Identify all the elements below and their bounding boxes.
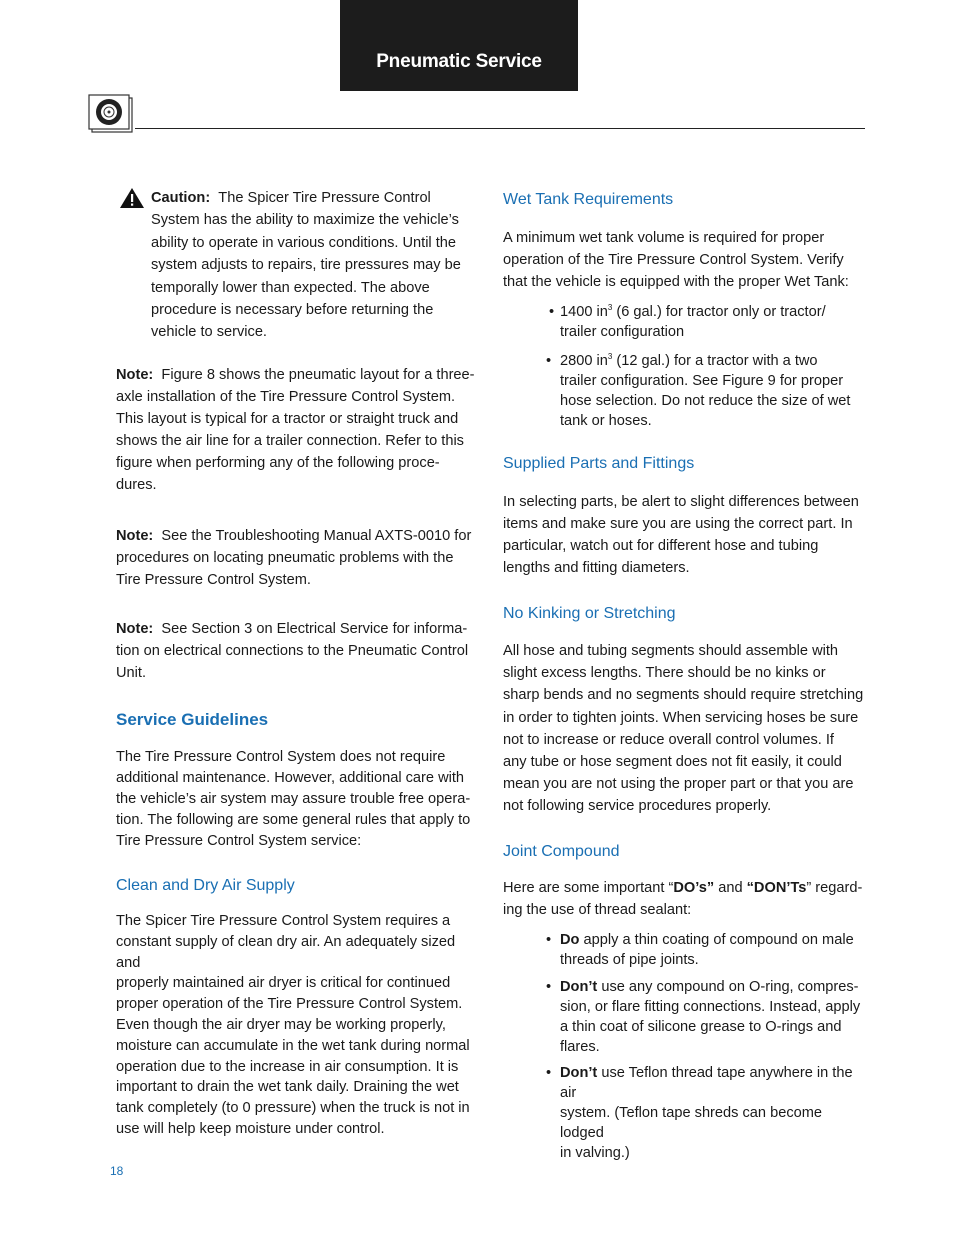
wet-line: that the vehicle is equipped with the proper Wet Tank: bbox=[503, 274, 849, 290]
note1-line: shows the air line for a trailer connection. Refer to this bbox=[116, 433, 464, 449]
clean-line: The Spicer Tire Pressure Control System requires a bbox=[116, 913, 451, 929]
note1-line: figure when performing any of the following proce- bbox=[116, 455, 440, 471]
bullet-mark: • bbox=[546, 353, 552, 369]
service-line: The Tire Pressure Control System does not require bbox=[116, 749, 446, 765]
page-number: 18 bbox=[110, 1164, 124, 1178]
note1-line: dures. bbox=[116, 477, 157, 493]
clean-line: moisture can accumulate in the wet tank during normal bbox=[116, 1037, 470, 1054]
note-label: Note: bbox=[116, 367, 154, 383]
note-2 bbox=[116, 525, 476, 591]
supplied-line: items and make sure you are using the correct part. In bbox=[503, 516, 853, 532]
caution-text-5: temporally lower than expected. The above bbox=[151, 279, 430, 296]
kink-line: slight excess lengths. There should be no kinks or bbox=[503, 665, 826, 682]
bullet-text: system. (Teflon tape shreds can become lodged bbox=[560, 1105, 823, 1141]
kink-line: sharp bends and no segments should require stretching bbox=[503, 687, 864, 704]
joint-text: ” regard- bbox=[806, 880, 863, 896]
section-title: Pneumatic Service bbox=[376, 51, 542, 72]
clean-line: operation due to the increase in air consumption. It is bbox=[116, 1058, 459, 1075]
supplied-parts-heading: Supplied Parts and Fittings bbox=[503, 455, 695, 472]
service-line: the vehicle’s air system may assure trouble free opera- bbox=[116, 791, 471, 807]
supplied-line: In selecting parts, be alert to slight differences between bbox=[503, 494, 859, 510]
note-label: Note: bbox=[116, 621, 154, 637]
clean-line: Even though the air dryer may be working properly, bbox=[116, 1016, 446, 1033]
note-3 bbox=[116, 618, 476, 684]
joint-bullet-do bbox=[546, 930, 865, 970]
bullet-text: use any compound on O-ring, compres- bbox=[597, 979, 859, 995]
wet-line: A minimum wet tank volume is required for proper bbox=[503, 230, 825, 246]
service-line: additional maintenance. However, additional care with bbox=[116, 770, 465, 786]
supplied-line: lengths and fitting diameters. bbox=[503, 560, 690, 576]
joint-text: Here are some important “ bbox=[503, 880, 674, 896]
note-label: Note: bbox=[116, 528, 154, 544]
note3-line: Unit. bbox=[116, 665, 147, 681]
clean-line: use will help keep moisture under control. bbox=[116, 1120, 385, 1137]
service-paragraph bbox=[116, 747, 476, 852]
wet-line: operation of the Tire Pressure Control System. Verify bbox=[503, 252, 844, 268]
clean-line: properly maintained air dryer is critical for continued bbox=[116, 975, 451, 992]
clean-air-paragraph bbox=[116, 911, 481, 1140]
bullet-text: (6 gal.) for tractor only or tractor/ bbox=[612, 304, 826, 320]
note-1 bbox=[116, 364, 476, 496]
bullet-text: 2800 in bbox=[560, 353, 608, 369]
dont-label: Don’t bbox=[560, 1065, 598, 1081]
clean-line: proper operation of the Tire Pressure Control System. bbox=[116, 996, 463, 1013]
note2-line: See the Troubleshooting Manual AXTS-0010 for bbox=[161, 528, 472, 544]
caution-text-2: System has the ability to maximize the vehicle’s bbox=[151, 212, 459, 229]
supplied-parts-paragraph bbox=[503, 491, 868, 579]
clean-air-heading: Clean and Dry Air Supply bbox=[116, 877, 295, 894]
joint-compound-heading: Joint Compound bbox=[503, 843, 620, 860]
note3-line: tion on electrical connections to the Pneumatic Control bbox=[116, 643, 469, 659]
service-line: tion. The following are some general rules that apply to bbox=[116, 812, 471, 828]
note1-line: axle installation of the Tire Pressure Control System. bbox=[116, 389, 456, 405]
joint-bullet-dont-1 bbox=[546, 977, 865, 1057]
clean-line: constant supply of clean dry air. An adequately sized and bbox=[116, 933, 456, 971]
note3-line: See Section 3 on Electrical Service for informa- bbox=[161, 621, 468, 637]
warning-icon bbox=[119, 187, 145, 209]
donts-label: “DON’Ts bbox=[746, 880, 807, 896]
caution-text-6: procedure is necessary before returning the bbox=[151, 301, 434, 318]
no-kinking-paragraph bbox=[503, 640, 873, 818]
kink-line: All hose and tubing segments should assemble with bbox=[503, 643, 839, 659]
kink-line: not to increase or reduce overall control volumes. If bbox=[503, 731, 834, 748]
note1-line: This layout is typical for a tractor or straight truck and bbox=[116, 411, 459, 427]
bullet-mark: • bbox=[549, 304, 555, 320]
bullet-mark: • bbox=[546, 932, 552, 948]
bullet-text: tank or hoses. bbox=[560, 413, 652, 429]
section-header-tab bbox=[340, 0, 578, 91]
bullet-text: threads of pipe joints. bbox=[560, 952, 699, 968]
superscript: 3 bbox=[607, 303, 613, 313]
caution-text-4: system adjusts to repairs, tire pressures may be bbox=[151, 257, 461, 274]
joint-bullet-dont-2 bbox=[546, 1063, 865, 1163]
kink-line: not following service procedures properly. bbox=[503, 798, 772, 815]
bullet-text: hose selection. Do not reduce the size of wet bbox=[560, 393, 851, 409]
clean-line: tank completely (to 0 pressure) when the truck is not in bbox=[116, 1100, 470, 1117]
caution-label: Caution: bbox=[151, 190, 211, 206]
bullet-text: 1400 in bbox=[560, 304, 608, 320]
supplied-line: particular, watch out for different hose and tubing bbox=[503, 538, 819, 554]
clean-line: important to drain the wet tank daily. Draining the wet bbox=[116, 1079, 459, 1096]
bullet-text: use Teflon thread tape anywhere in the air bbox=[560, 1065, 853, 1101]
bullet-text: apply a thin coating of compound on male bbox=[579, 932, 854, 948]
service-line: Tire Pressure Control System service: bbox=[116, 833, 362, 849]
note2-line: Tire Pressure Control System. bbox=[116, 572, 311, 588]
header-rule bbox=[135, 128, 865, 129]
service-guidelines-heading: Service Guidelines bbox=[116, 710, 269, 729]
dont-label: Don’t bbox=[560, 979, 598, 995]
bullet-mark: • bbox=[546, 979, 552, 995]
caution-text-3: ability to operate in various conditions. Until the bbox=[151, 234, 457, 251]
caution-text-7: vehicle to service. bbox=[151, 324, 267, 341]
superscript: 3 bbox=[607, 352, 613, 362]
bullet-text: trailer configuration bbox=[560, 324, 685, 340]
bullet-text: sion, or flare fitting connections. Instead, apply bbox=[560, 999, 861, 1015]
kink-line: any tube or hose segment does not fit easily, it could bbox=[503, 754, 842, 771]
caution-block bbox=[151, 187, 481, 343]
bullet-text: flares. bbox=[560, 1039, 600, 1055]
joint-compound-paragraph bbox=[503, 877, 863, 921]
caution-text-1: The Spicer Tire Pressure Control bbox=[218, 190, 431, 206]
tire-icon bbox=[86, 94, 136, 134]
wet-tank-heading: Wet Tank Requirements bbox=[503, 191, 674, 208]
note2-line: procedures on locating pneumatic problems with the bbox=[116, 550, 454, 566]
no-kinking-heading: No Kinking or Stretching bbox=[503, 605, 676, 622]
wet-tank-paragraph bbox=[503, 227, 863, 293]
bullet-mark: • bbox=[546, 1065, 552, 1081]
bullet-text: a thin coat of silicone grease to O-rings and bbox=[560, 1019, 842, 1035]
joint-text: ing the use of thread sealant: bbox=[503, 902, 692, 918]
do-label: Do bbox=[560, 932, 580, 948]
dos-label: DO’s” bbox=[673, 880, 715, 896]
kink-line: in order to tighten joints. When servicing hoses be sure bbox=[503, 709, 859, 726]
wet-tank-bullet-2 bbox=[546, 351, 860, 431]
joint-text: and bbox=[714, 880, 747, 896]
bullet-text: in valving.) bbox=[560, 1145, 630, 1161]
note1-line: Figure 8 shows the pneumatic layout for a three- bbox=[161, 367, 475, 383]
bullet-text: (12 gal.) for a tractor with a two bbox=[612, 353, 818, 369]
bullet-text: trailer configuration. See Figure 9 for proper bbox=[560, 373, 844, 389]
kink-line: mean you are not using the proper part or that you are bbox=[503, 776, 854, 793]
wet-tank-bullet-1 bbox=[549, 302, 860, 342]
